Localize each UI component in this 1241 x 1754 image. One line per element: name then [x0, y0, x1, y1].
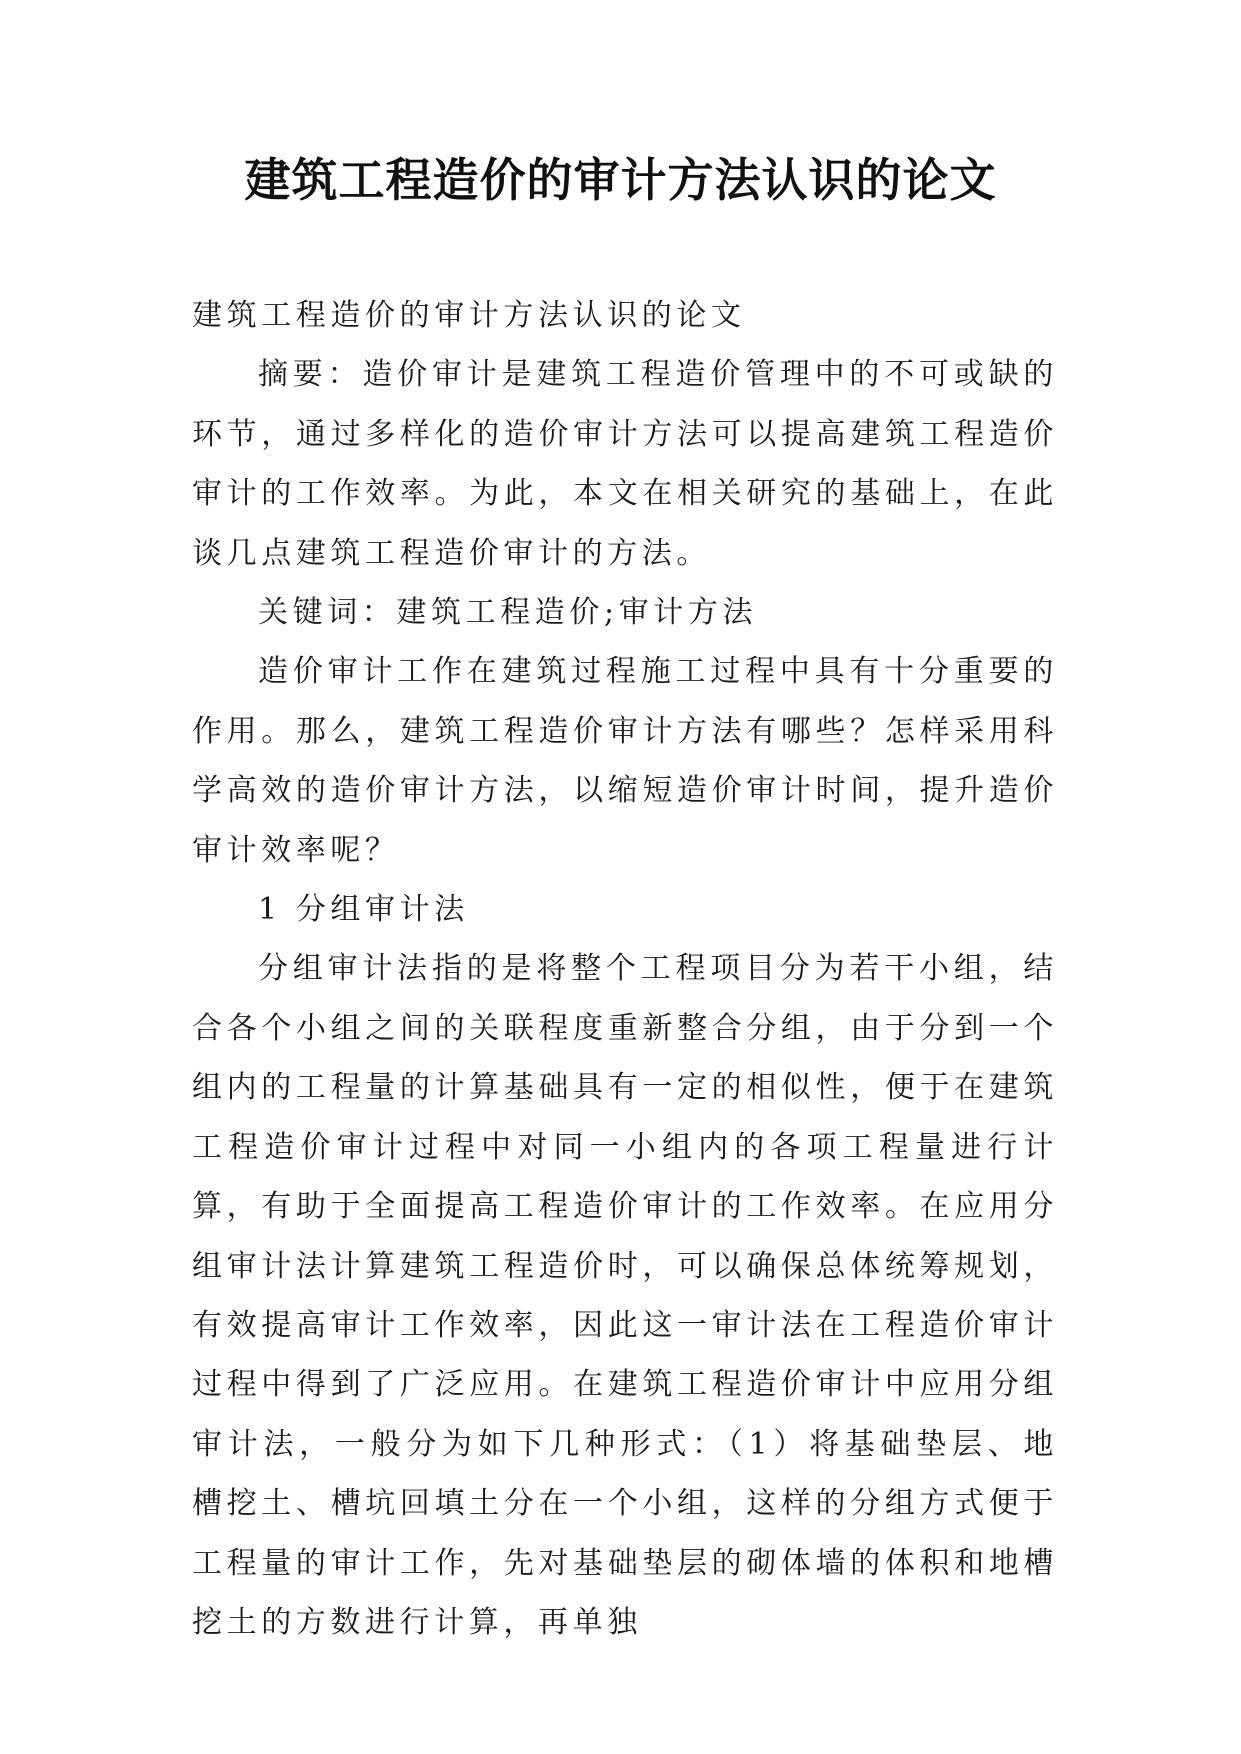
document-title: 建筑工程造价的审计方法认识的论文: [244, 153, 997, 207]
keywords-paragraph: 关键词：建筑工程造价;审计方法: [258, 595, 758, 631]
section-heading: 1 分组审计法: [258, 892, 469, 928]
section-paragraph: 分组审计法指的是将整个工程项目分为若干小组，结合各个小组之间的关联程度重新整合分组，由于分到一个组内的工程量的计算基础具有一定的相似性，便于在建筑工程造价审计过程中对同一小组内的各项工程量进行计算，有助于全面提高工程造价审计的工作效率。在应用分组审计法计算建筑工程造价时，可以确保总体统筹规划，有效提高审计工作效率，因此这一审计法在工程造价审计过程中得到了广泛应用。在建筑工程造价审计中应用分组审计法，一般分为如下几种形式：（1）将基础垫层、地槽挖土、槽坑回填土分在一个小组，这样的分组方式便于工程量的审计工作，先对基础垫层的砌体墙的体积和地槽挖土的方数进行计算，再单独: [192, 951, 1058, 1640]
subtitle-paragraph: 建筑工程造价的审计方法认识的论文: [192, 298, 746, 333]
abstract-paragraph: 摘要：造价审计是建筑工程造价管理中的不可或缺的环节，通过多样化的造价审计方法可以提高建筑工程造价审计的工作效率。为此，本文在相关研究的基础上，在此谈几点建筑工程造价审计的方法。: [192, 357, 1058, 571]
intro-paragraph: 造价审计工作在建筑过程施工过程中具有十分重要的作用。那么，建筑工程造价审计方法有哪些？怎样采用科学高效的造价审计方法，以缩短造价审计时间，提升造价审计效率呢？: [192, 654, 1058, 868]
document-body: [192, 286, 1058, 1652]
